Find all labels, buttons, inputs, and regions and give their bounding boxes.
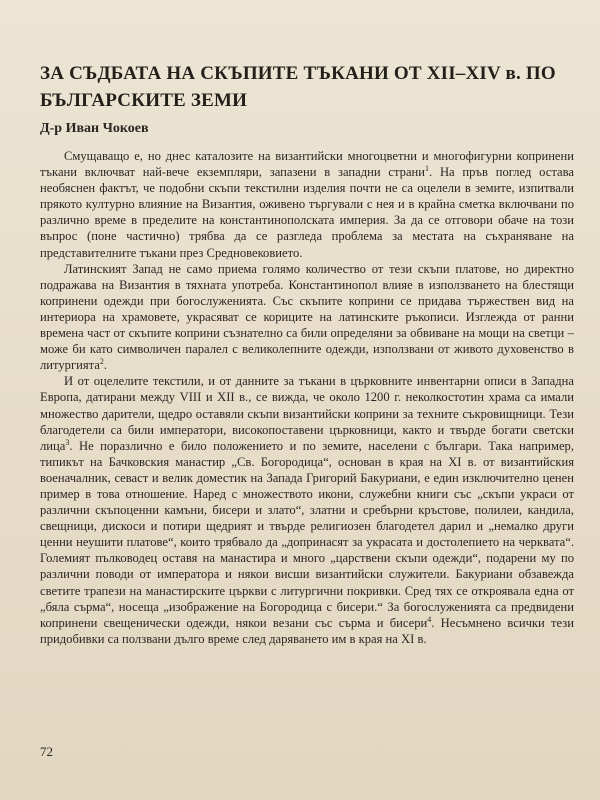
- paragraph-text: . На пръв поглед остава необяснен фактът, че подобни скъпи текстилни изделия почти не са оцелели в земите, изпитвали прякото културно влияние на Византия, оживено търгували с нея и в крайна сметка включвани по различно време в пределите на константинополската империя. За да се отговори обаче на този въпрос (поне частично) трябва да се разгледа проблема за местата на съхраняване на представителните тъкани през Средновековието.: [40, 165, 574, 260]
- paragraph-3: [40, 373, 574, 647]
- page-number: 72: [40, 744, 53, 759]
- paragraph-1: [40, 148, 574, 261]
- paragraph-text: И от оцелелите текстили, и от данните за тъкани в църковните инвентарни описи в Западна Европа, датирани между VIII и XII в., се вижда, че около 1200 г. неколкостотин храма са имали множество дарители, щедро оставяли скъпи византийски коприни за техните съкровищници. Тези благодетели са били императори, високопоставени църковници, както и твърде богати светски лица: [40, 374, 574, 453]
- footnote-ref-2[interactable]: 2: [99, 357, 104, 367]
- paragraph-text: .: [103, 358, 108, 373]
- paragraph-text: Смущаващо е, но днес каталозите на византийски многоцветни и многофигурни копринени тъкани включват най-вече екземпляри, запазени в западни страни: [40, 149, 574, 180]
- article-body: [40, 148, 574, 647]
- footnote-ref-3[interactable]: 3: [65, 437, 70, 447]
- paragraph-text: . Несъмнено всички тези придобивки са ползвани дълго време след даряването им в края на XI в.: [40, 615, 574, 646]
- footnote-ref-1[interactable]: 1: [425, 163, 430, 173]
- paragraph-2: [40, 261, 574, 374]
- author-name: Д-р Иван Чокоев: [40, 121, 149, 136]
- footnote-ref-4[interactable]: 4: [427, 614, 432, 624]
- article-title: ЗА СЪДБАТА НА СКЪПИТЕ ТЪКАНИ ОТ XII–XIV в. ПО БЪЛГАРСКИТЕ ЗЕМИ: [40, 63, 556, 111]
- paragraph-text: . Не поразлично е било положението и по земите, населени с българи. Така например, типикът на Бачковския манастир „Св. Богородица“, основан в края на XI в. от византийския военачалник, севаст и велик доместик на Запада Григорий Бакуриани, е един изключително ценен пример в това отношение. Наред с множеството икони, служебни книги със „скъпи украси от различни скъпоценни камъни, бисери и злато“, златни и сребърни кръстове, полилеи, кандила, свещници, дискоси и потири щедрият и твърде религиозен благодетел дарил и „немалко други ценни неушити платове“, които трябвало да „допринасят за украсата и достолепието на черквата“. Големият пълководец оставя на манастира и много „царствени скъпи одежди“, подарени му по различни поводи от императора и някои висши византийски служители. Бакуриани обзавежда светите трапези на манастирските църкви с литургични покривки. Сред тях се откроявала една от „бяла сърма“, носеща „изображение на Богородица с бисери.“ За богослуженията са предвидени копринени свещенически одежди, някои везани със сърма и бисери: [40, 438, 574, 630]
- paragraph-text: Латинският Запад не само приема голямо количество от тези скъпи платове, но директно подражава на Византия в тяхната употреба. Константинопол влияе в използването на блестящи копринени одежди при богослуженията. Със скъпите коприни се придава тържествен вид на интериора на храмовете, украсяват се кориците на латинските ръкописи. Изглежда от ранни времена част от скъпите коприни съзнателно са били определяни за обвиване на мощи на светци – може би като символичен паралел с великолепните одежди, използвани от живото духовенство в литургията: [40, 261, 574, 373]
